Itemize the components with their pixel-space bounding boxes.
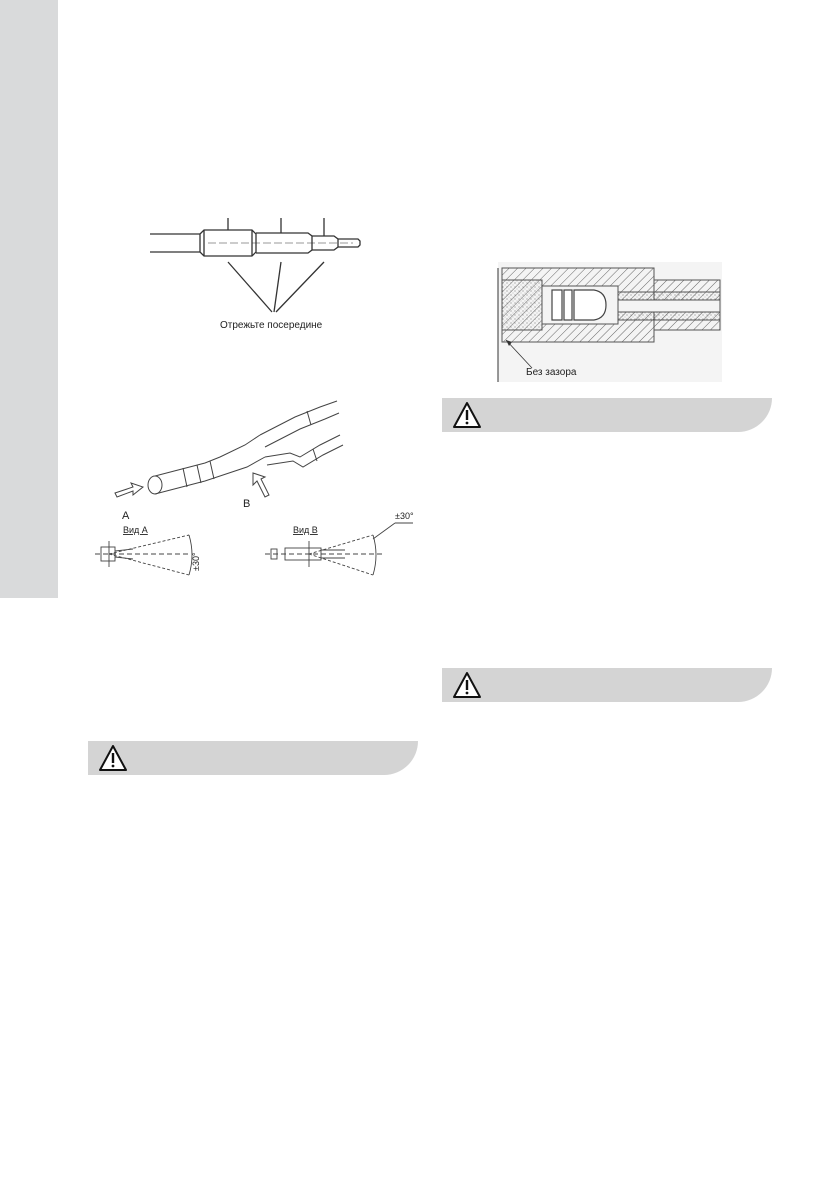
side-strip bbox=[0, 0, 58, 598]
insert-section-figure bbox=[498, 262, 722, 382]
warning-header-2 bbox=[442, 668, 772, 702]
arrow-a-label: A bbox=[122, 510, 130, 522]
branch-pipe-figure bbox=[95, 395, 425, 585]
insert-caption: Без зазора bbox=[526, 367, 577, 378]
warning-triangle-icon bbox=[452, 671, 482, 699]
warning-header-3 bbox=[88, 741, 418, 775]
warning-triangle-icon bbox=[452, 401, 482, 429]
warning-triangle-icon bbox=[98, 744, 128, 772]
arrow-b-label: B bbox=[243, 498, 251, 510]
pipe-cut-caption: Отрежьте посередине bbox=[220, 320, 323, 331]
view-a-angle: ±30° bbox=[191, 552, 201, 571]
pipe-cut-figure bbox=[148, 212, 388, 337]
view-b-angle: ±30° bbox=[395, 511, 414, 521]
view-a-title: Вид А bbox=[123, 525, 148, 535]
view-b-title: Вид В bbox=[293, 525, 318, 535]
warning-header-1 bbox=[442, 398, 772, 432]
